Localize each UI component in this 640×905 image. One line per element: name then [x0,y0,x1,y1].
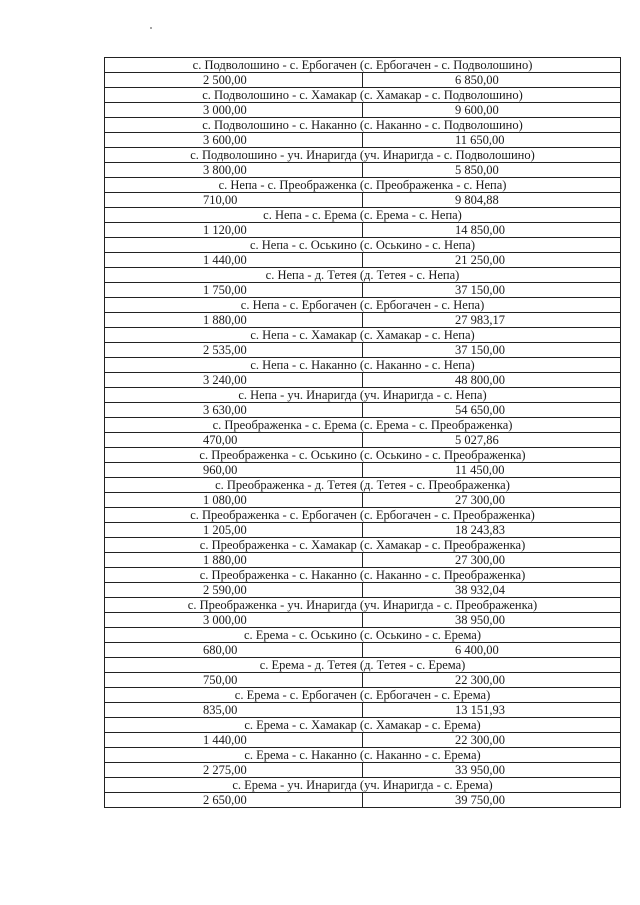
price-cell-1: 1 120,00 [105,223,363,238]
route-row [105,388,621,403]
price-cell-2: 22 300,00 [363,673,621,688]
price-row [105,523,621,538]
route-name: с. Ерема - уч. Инаригда (уч. Инаригда - с. Ерема) [105,778,621,793]
price-row [105,793,621,808]
price-cell-1: 1 750,00 [105,283,363,298]
price-cell-2: 22 300,00 [363,733,621,748]
route-row [105,358,621,373]
route-row [105,478,621,493]
price-cell-1: 2 650,00 [105,793,363,808]
route-name: с. Ерема - с. Ербогачен (с. Ербогачен - с. Ерема) [105,688,621,703]
route-row [105,268,621,283]
price-row [105,733,621,748]
route-row [105,418,621,433]
route-tariff-table [104,57,621,808]
route-row [105,58,621,73]
price-cell-2: 5 027,86 [363,433,621,448]
route-row [105,718,621,733]
price-cell-1: 835,00 [105,703,363,718]
price-row [105,163,621,178]
route-name: с. Преображенка - уч. Инаригда (уч. Инаригда - с. Преображенка) [105,598,621,613]
route-name: с. Непа - д. Тетея (д. Тетея - с. Непа) [105,268,621,283]
price-cell-2: 14 850,00 [363,223,621,238]
price-cell-1: 2 535,00 [105,343,363,358]
price-cell-1: 1 080,00 [105,493,363,508]
route-name: с. Непа - с. Преображенка (с. Преображенка - с. Непа) [105,178,621,193]
price-cell-2: 27 983,17 [363,313,621,328]
price-cell-2: 9 600,00 [363,103,621,118]
route-row [105,688,621,703]
route-row [105,118,621,133]
route-tariff-body [105,58,621,808]
price-row [105,343,621,358]
price-row [105,313,621,328]
route-name: с. Непа - с. Ербогачен (с. Ербогачен - с. Непа) [105,298,621,313]
price-cell-1: 2 500,00 [105,73,363,88]
price-cell-2: 11 450,00 [363,463,621,478]
route-name: с. Преображенка - д. Тетея (д. Тетея - с. Преображенка) [105,478,621,493]
route-name: с. Непа - уч. Инаригда (уч. Инаригда - с. Непа) [105,388,621,403]
route-name: с. Ерема - с. Хамакар (с. Хамакар - с. Ерема) [105,718,621,733]
price-cell-2: 13 151,93 [363,703,621,718]
price-cell-2: 27 300,00 [363,553,621,568]
route-row [105,658,621,673]
route-row [105,238,621,253]
price-cell-2: 27 300,00 [363,493,621,508]
route-row [105,178,621,193]
price-row [105,583,621,598]
price-cell-2: 48 800,00 [363,373,621,388]
price-row [105,703,621,718]
price-row [105,673,621,688]
route-name: с. Преображенка - с. Хамакар (с. Хамакар - с. Преображенка) [105,538,621,553]
price-row [105,283,621,298]
price-cell-1: 1 880,00 [105,313,363,328]
price-cell-1: 1 880,00 [105,553,363,568]
route-row [105,598,621,613]
scan-speck [150,27,152,29]
price-cell-1: 2 590,00 [105,583,363,598]
route-name: с. Преображенка - с. Ерема (с. Ерема - с. Преображенка) [105,418,621,433]
price-cell-2: 6 400,00 [363,643,621,658]
price-row [105,103,621,118]
route-row [105,88,621,103]
route-row [105,628,621,643]
route-name: с. Преображенка - с. Ербогачен (с. Ербогачен - с. Преображенка) [105,508,621,523]
price-cell-2: 38 932,04 [363,583,621,598]
price-cell-1: 2 275,00 [105,763,363,778]
route-name: с. Непа - с. Наканно (с. Наканно - с. Непа) [105,358,621,373]
price-cell-2: 11 650,00 [363,133,621,148]
price-cell-1: 3 630,00 [105,403,363,418]
price-cell-2: 18 243,83 [363,523,621,538]
route-name: с. Подволошино - с. Ербогачен (с. Ербогачен - с. Подволошино) [105,58,621,73]
price-cell-2: 38 950,00 [363,613,621,628]
route-row [105,748,621,763]
price-cell-1: 3 800,00 [105,163,363,178]
price-row [105,193,621,208]
route-row [105,538,621,553]
price-row [105,763,621,778]
route-row [105,508,621,523]
price-row [105,223,621,238]
route-name: с. Непа - с. Оськино (с. Оськино - с. Непа) [105,238,621,253]
route-name: с. Ерема - д. Тетея (д. Тетея - с. Ерема) [105,658,621,673]
price-row [105,373,621,388]
price-cell-1: 680,00 [105,643,363,658]
price-cell-2: 5 850,00 [363,163,621,178]
price-row [105,433,621,448]
price-cell-1: 3 000,00 [105,103,363,118]
price-cell-2: 39 750,00 [363,793,621,808]
price-cell-2: 33 950,00 [363,763,621,778]
route-name: с. Непа - с. Хамакар (с. Хамакар - с. Непа) [105,328,621,343]
route-name: с. Непа - с. Ерема (с. Ерема - с. Непа) [105,208,621,223]
route-name: с. Преображенка - с. Оськино (с. Оськино - с. Преображенка) [105,448,621,463]
price-cell-1: 1 440,00 [105,733,363,748]
route-name: с. Подволошино - уч. Инаригда (уч. Инаригда - с. Подволошино) [105,148,621,163]
price-cell-1: 470,00 [105,433,363,448]
price-cell-2: 54 650,00 [363,403,621,418]
price-cell-2: 6 850,00 [363,73,621,88]
price-row [105,493,621,508]
route-row [105,448,621,463]
price-cell-2: 21 250,00 [363,253,621,268]
price-cell-1: 1 440,00 [105,253,363,268]
price-cell-1: 3 000,00 [105,613,363,628]
price-row [105,133,621,148]
price-row [105,463,621,478]
price-cell-1: 3 600,00 [105,133,363,148]
price-row [105,253,621,268]
route-row [105,298,621,313]
price-cell-1: 750,00 [105,673,363,688]
price-cell-2: 9 804,88 [363,193,621,208]
price-cell-2: 37 150,00 [363,343,621,358]
price-cell-1: 710,00 [105,193,363,208]
route-row [105,328,621,343]
price-cell-2: 37 150,00 [363,283,621,298]
price-cell-1: 1 205,00 [105,523,363,538]
price-row [105,613,621,628]
price-row [105,403,621,418]
route-row [105,148,621,163]
price-row [105,643,621,658]
route-name: с. Подволошино - с. Наканно (с. Наканно - с. Подволошино) [105,118,621,133]
route-row [105,778,621,793]
price-row [105,73,621,88]
price-row [105,553,621,568]
route-row [105,208,621,223]
route-row [105,568,621,583]
price-cell-1: 960,00 [105,463,363,478]
route-name: с. Ерема - с. Наканно (с. Наканно - с. Ерема) [105,748,621,763]
price-cell-1: 3 240,00 [105,373,363,388]
route-name: с. Ерема - с. Оськино (с. Оськино - с. Ерема) [105,628,621,643]
route-name: с. Преображенка - с. Наканно (с. Наканно - с. Преображенка) [105,568,621,583]
route-name: с. Подволошино - с. Хамакар (с. Хамакар - с. Подволошино) [105,88,621,103]
